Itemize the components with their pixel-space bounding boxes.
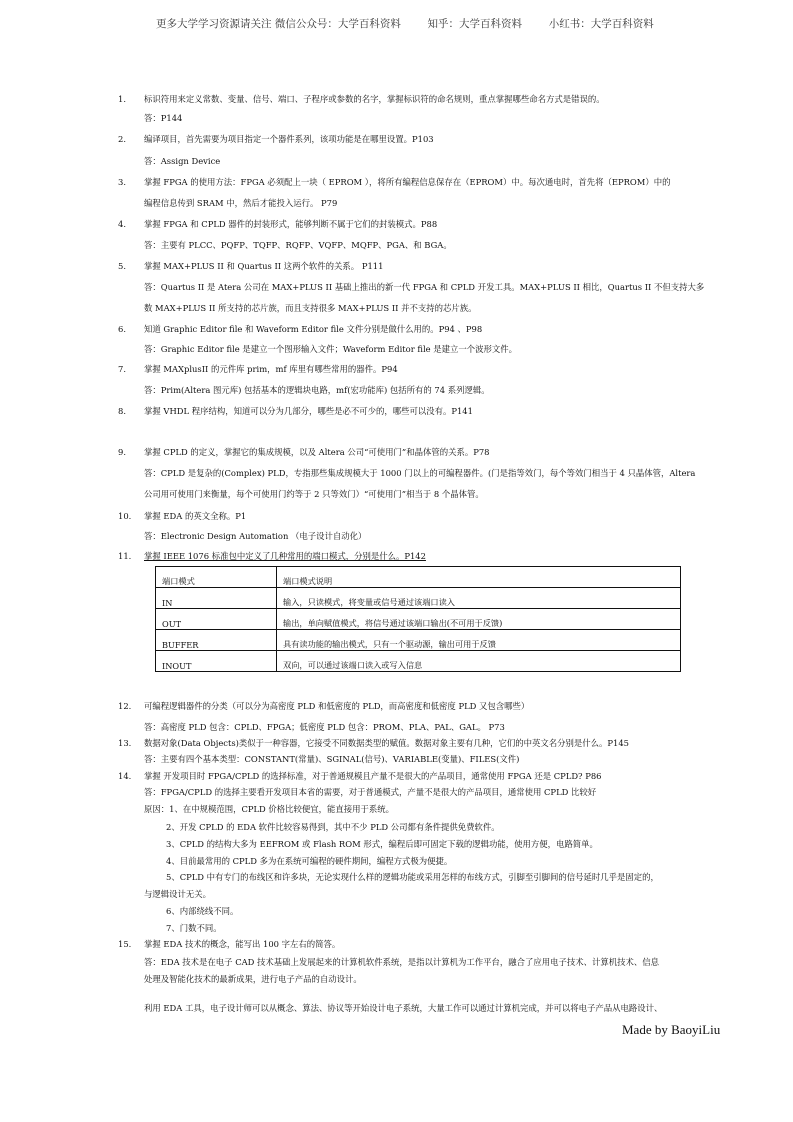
- table-cell: 双向，可以通过该端口读入或写入信息: [277, 651, 681, 672]
- footer-credit: Made by BaoyiLiu: [622, 1022, 721, 1037]
- item-number: 3.: [118, 177, 126, 187]
- answer: 原因：1、在中规模范围，CPLD 价格比较便宜，能直接用于系统。: [144, 804, 395, 814]
- answer: 答：Graphic Editor file 是建立一个图形输入文件；Waveform Editor file 是建立一个波形文件。: [144, 344, 517, 354]
- table-cell: INOUT: [156, 651, 277, 672]
- table-cell: 具有读功能的输出模式，只有一个驱动源，输出可用于反馈: [277, 630, 681, 651]
- item-number: 8.: [118, 406, 126, 416]
- table-cell: BUFFER: [156, 630, 277, 651]
- item-number: 1.: [118, 94, 126, 104]
- page-header-watermark: 更多大学学习资源请关注 微信公众号：大学百科资料 知乎：大学百科资料 小红书：大学百科资料: [156, 18, 654, 30]
- question: 掌握 MAXplusII 的元件库 prim，mf 库里有哪些常用的器件。P94: [144, 364, 398, 374]
- item-number: 13.: [118, 738, 132, 748]
- table-row: [156, 651, 681, 672]
- answer: 利用 EDA 工具，电子设计师可以从概念、算法、协议等开始设计电子系统，大量工作可以通过计算机完成，并可以将电子产品从电路设计、: [144, 1003, 663, 1013]
- answer: 答：FPGA/CPLD 的选择主要看开发项目本省的需要，对于普通模式，产量不是很大的产品项目，通常使用 CPLD 比较好: [144, 787, 597, 797]
- answer: 答：P144: [144, 113, 183, 123]
- answer: 答：Quartus II 是 Atera 公司在 MAX+PLUS II 基础上推出的新一代 FPGA 和 CPLD 开发工具。MAX+PLUS II 相比，Quartus II 不但支持大多: [144, 282, 705, 292]
- answer: 答：高密度 PLD 包含：CPLD、FPGA；低密度 PLD 包含：PROM、PLA、PAL、GAL。 P73: [144, 722, 505, 732]
- answer: 答：EDA 技术是在电子 CAD 技术基础上发展起来的计算机软件系统，是指以计算机为工作平台，融合了应用电子技术、计算机技术、信息: [144, 957, 660, 967]
- item-number: 12.: [118, 701, 132, 711]
- question: 数据对象(Data Objects)类似于一种容器，它接受不同数据类型的赋值。数据对象主要有几种，它们的中英文名分别是什么。P145: [144, 738, 630, 748]
- answer: 答：主要有 PLCC、PQFP、TQFP、RQFP、VQFP、MQFP、PGA、和 BGA。: [144, 240, 452, 250]
- answer: 答：Electronic Design Automation （电子设计自动化）: [144, 531, 367, 541]
- table-row: [156, 609, 681, 630]
- table-cell: 输出，单向赋值模式，将信号通过该端口输出(不可用于反馈): [277, 609, 681, 630]
- question: 掌握 FPGA 的使用方法：FPGA 必须配上一块（ EPROM ），将所有编程信息保存在（EPROM）中。每次通电时，首先将（EPROM）中的: [144, 177, 671, 187]
- question: 知道 Graphic Editor file 和 Waveform Editor file 文件分别是做什么用的。P94 、P98: [144, 324, 483, 334]
- answer: 数 MAX+PLUS II 所支持的芯片族，而且支持很多 MAX+PLUS II 并不支持的芯片族。: [144, 303, 477, 313]
- question: 编译项目，首先需要为项目指定一个器件系列，该项功能是在哪里设置。P103: [144, 134, 434, 144]
- table-cell: IN: [156, 588, 277, 609]
- table-header-row: [156, 567, 681, 588]
- question: 可编程逻辑器件的分类（可以分为高密度 PLD 和低密度的 PLD，而高密度和低密度 PLD 又包含哪些）: [144, 701, 530, 711]
- table-header: 端口模式: [156, 567, 277, 588]
- item-number: 2.: [118, 134, 126, 144]
- answer: 公司用可使用门来衡量，每个可使用门约等于 2 只等效门）“可使用门”相当于 8 个晶体管。: [144, 489, 484, 499]
- item-number: 4.: [118, 219, 126, 229]
- item-number: 15.: [118, 939, 132, 949]
- question: 标识符用来定义常数、变量、信号、端口、子程序或参数的名字，掌握标识符的命名规则，重点掌握哪些命名方式是错误的。: [144, 94, 605, 104]
- question: 掌握 VHDL 程序结构，知道可以分为几部分，哪些是必不可少的，哪些可以没有。P141: [144, 406, 473, 416]
- answer: 2、开发 CPLD 的 EDA 软件比较容易得到，其中不少 PLD 公司都有条件提供免费软件。: [166, 822, 500, 832]
- item-number: 5.: [118, 261, 126, 271]
- answer: 答：主要有四个基本类型：CONSTANT(常量)、SGINAL(信号)、VARIABLE(变量)、FILES(文件): [144, 754, 520, 764]
- answer: 答：Prim(Altera 图元库) 包括基本的逻辑块电路，mf(宏功能库) 包括所有的 74 系列逻辑。: [144, 385, 490, 395]
- port-mode-table: [155, 566, 681, 672]
- answer: 5、CPLD 中有专门的布线区和许多块，无论实现什么样的逻辑功能或采用怎样的布线方式，引脚至引脚间的信号延时几乎是固定的，: [166, 872, 659, 882]
- question: 掌握 CPLD 的定义，掌握它的集成规模，以及 Altera 公司“可使用门”和晶体管的关系。P78: [144, 447, 490, 457]
- table-cell: 输入，只读模式，将变量或信号通过该端口读入: [277, 588, 681, 609]
- table-row: [156, 588, 681, 609]
- question: 掌握 开发项目时 FPGA/CPLD 的选择标准，对于普通规模且产量不是很大的产品项目，通常使用 FPGA 还是 CPLD? P86: [144, 771, 602, 781]
- table-row: [156, 630, 681, 651]
- item-number: 9.: [118, 447, 126, 457]
- answer: 答：Assign Device: [144, 156, 221, 166]
- answer: 处理及智能化技术的最新成果，进行电子产品的自动设计。: [144, 974, 362, 984]
- answer: 答：CPLD 是复杂的(Complex) PLD，专指那些集成规模大于 1000 门以上的可编程器件。(门是指等效门，每个等效门相当于 4 只晶体管，Altera: [144, 468, 696, 478]
- question: 掌握 MAX+PLUS II 和 Quartus II 这两个软件的关系。 P111: [144, 261, 384, 271]
- question: 掌握 EDA 技术的概念，能写出 100 字左右的简答。: [144, 939, 341, 949]
- answer: 与逻辑设计无关。: [144, 889, 211, 899]
- item-number: 10.: [118, 511, 132, 521]
- table-header: 端口模式说明: [277, 567, 681, 588]
- item-number: 6.: [118, 324, 126, 334]
- answer: 7、门数不同。: [166, 923, 222, 933]
- answer: 3、CPLD 的结构大多为 EEFROM 或 Flash ROM 形式，编程后即可固定下载的逻辑功能，使用方便，电路简单。: [166, 839, 598, 849]
- answer: 编程信息传到 SRAM 中，然后才能投入运行。 P79: [144, 198, 338, 208]
- answer: 4、目前最常用的 CPLD 多为在系统可编程的硬件期间，编程方式极为便捷。: [166, 856, 453, 866]
- answer: 6、内部绕线不同。: [166, 906, 239, 916]
- question: 掌握 IEEE 1076 标准包中定义了几种常用的端口模式，分别是什么。P142: [144, 551, 426, 561]
- table-cell: OUT: [156, 609, 277, 630]
- question: 掌握 EDA 的英文全称。P1: [144, 511, 247, 521]
- item-number: 14.: [118, 771, 132, 781]
- item-number: 7.: [118, 364, 126, 374]
- question: 掌握 FPGA 和 CPLD 器件的封装形式，能够判断不属于它们的封装模式。P88: [144, 219, 438, 229]
- item-number: 11.: [118, 551, 132, 561]
